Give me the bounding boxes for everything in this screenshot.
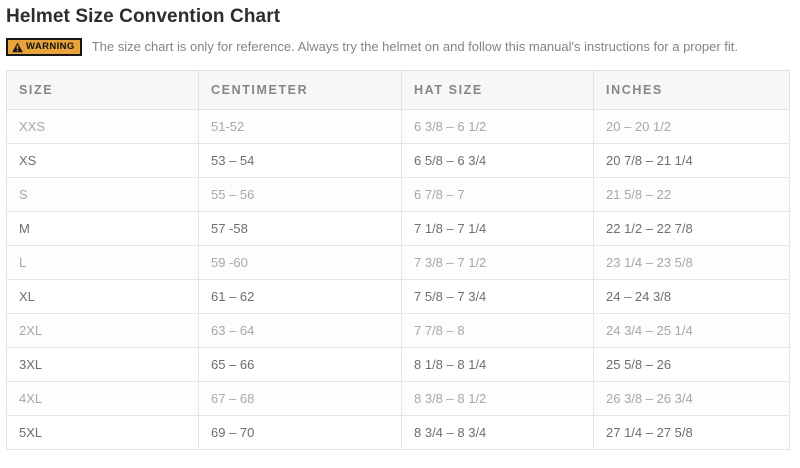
table-row-l xyxy=(7,246,790,280)
cell-hat-size: 7 1/8 – 7 1/4 xyxy=(402,212,594,246)
warning-badge xyxy=(6,38,82,56)
table-row-3xl xyxy=(7,348,790,382)
table-row-m xyxy=(7,212,790,246)
cell-inches: 25 5/8 – 26 xyxy=(594,348,790,382)
cell-size: XS xyxy=(7,144,199,178)
table-header-row xyxy=(7,71,790,110)
cell-centimeter: 61 – 62 xyxy=(199,280,402,314)
cell-hat-size: 8 3/8 – 8 1/2 xyxy=(402,382,594,416)
cell-inches: 22 1/2 – 22 7/8 xyxy=(594,212,790,246)
cell-size: 5XL xyxy=(7,416,199,450)
table-row-5xl xyxy=(7,416,790,450)
column-header-hat-size: HAT SIZE xyxy=(402,71,594,110)
table-row-xl xyxy=(7,280,790,314)
cell-size: 4XL xyxy=(7,382,199,416)
cell-hat-size: 6 7/8 – 7 xyxy=(402,178,594,212)
cell-centimeter: 59 -60 xyxy=(199,246,402,280)
warning-row xyxy=(6,38,795,56)
cell-size: S xyxy=(7,178,199,212)
cell-inches: 20 7/8 – 21 1/4 xyxy=(594,144,790,178)
cell-size: XL xyxy=(7,280,199,314)
cell-size: 2XL xyxy=(7,314,199,348)
table-row-s xyxy=(7,178,790,212)
cell-inches: 24 3/4 – 25 1/4 xyxy=(594,314,790,348)
cell-hat-size: 7 7/8 – 8 xyxy=(402,314,594,348)
cell-inches: 27 1/4 – 27 5/8 xyxy=(594,416,790,450)
page-title: Helmet Size Convention Chart xyxy=(6,6,281,27)
cell-centimeter: 65 – 66 xyxy=(199,348,402,382)
cell-inches: 24 – 24 3/8 xyxy=(594,280,790,314)
warning-message: The size chart is only for reference. Always try the helmet on and follow this manual's instructions for a proper fit. xyxy=(91,39,738,54)
cell-hat-size: 7 5/8 – 7 3/4 xyxy=(402,280,594,314)
cell-centimeter: 55 – 56 xyxy=(199,178,402,212)
cell-centimeter: 57 -58 xyxy=(199,212,402,246)
column-header-centimeter: CENTIMETER xyxy=(199,71,402,110)
cell-hat-size: 6 5/8 – 6 3/4 xyxy=(402,144,594,178)
table-row-2xl xyxy=(7,314,790,348)
cell-inches: 20 – 20 1/2 xyxy=(594,110,790,144)
cell-centimeter: 67 – 68 xyxy=(199,382,402,416)
cell-inches: 26 3/8 – 26 3/4 xyxy=(594,382,790,416)
cell-centimeter: 63 – 64 xyxy=(199,314,402,348)
cell-size: 3XL xyxy=(7,348,199,382)
column-header-size: SIZE xyxy=(7,71,199,110)
cell-inches: 21 5/8 – 22 xyxy=(594,178,790,212)
helmet-size-table xyxy=(6,70,790,450)
cell-hat-size: 6 3/8 – 6 1/2 xyxy=(402,110,594,144)
warning-badge-label: WARNING xyxy=(26,41,75,53)
cell-centimeter: 51-52 xyxy=(199,110,402,144)
cell-hat-size: 8 1/8 – 8 1/4 xyxy=(402,348,594,382)
cell-hat-size: 8 3/4 – 8 3/4 xyxy=(402,416,594,450)
cell-hat-size: 7 3/8 – 7 1/2 xyxy=(402,246,594,280)
cell-size: L xyxy=(7,246,199,280)
cell-size: XXS xyxy=(7,110,199,144)
cell-centimeter: 53 – 54 xyxy=(199,144,402,178)
table-row-xxs xyxy=(7,110,790,144)
cell-size: M xyxy=(7,212,199,246)
table-row-4xl xyxy=(7,382,790,416)
table-row-xs xyxy=(7,144,790,178)
cell-centimeter: 69 – 70 xyxy=(199,416,402,450)
warning-triangle-icon xyxy=(12,42,23,53)
cell-inches: 23 1/4 – 23 5/8 xyxy=(594,246,790,280)
column-header-inches: INCHES xyxy=(594,71,790,110)
